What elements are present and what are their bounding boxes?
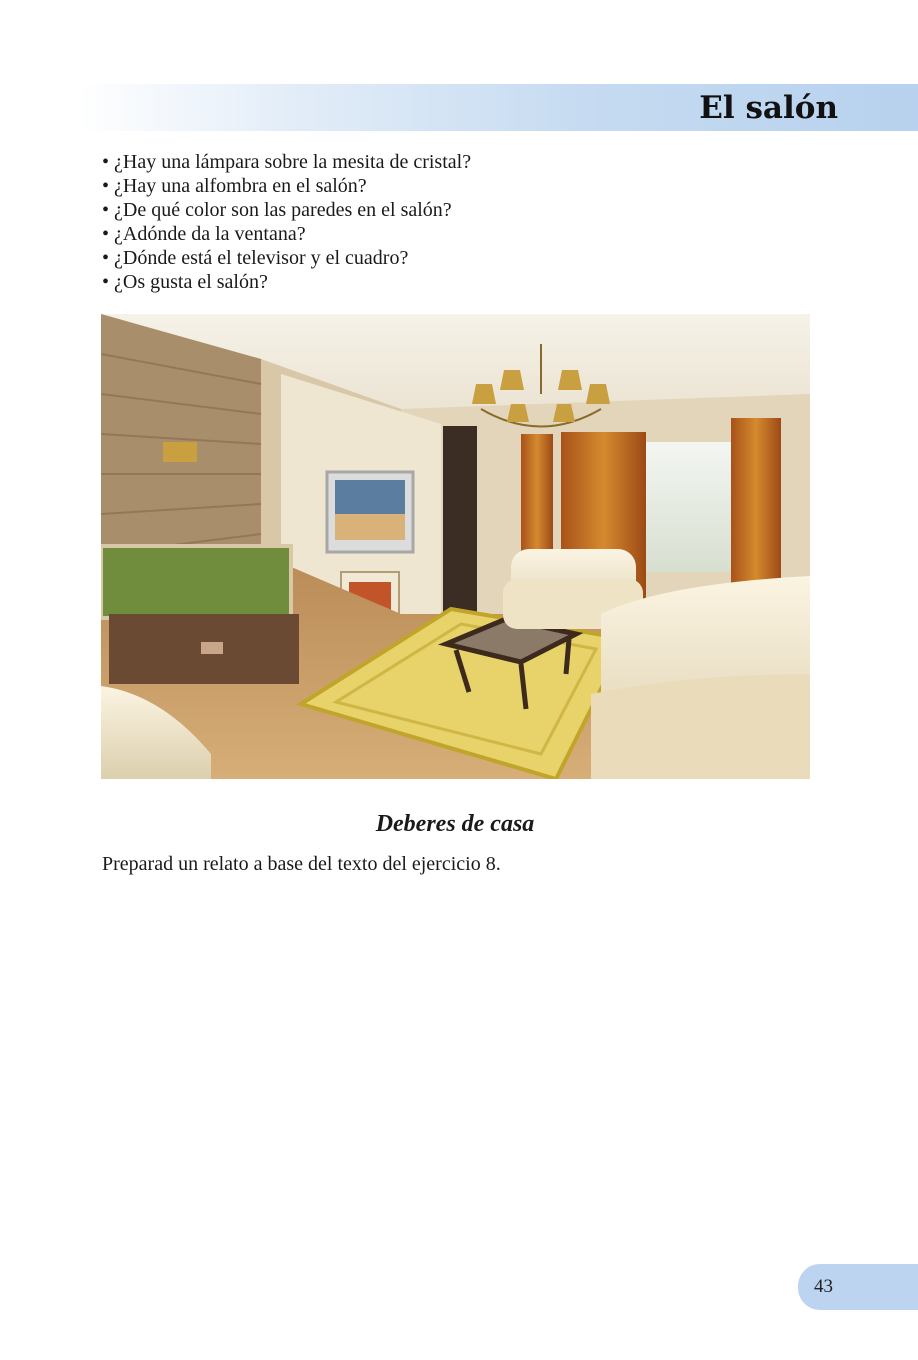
question-item: • ¿Os gusta el salón?	[102, 270, 822, 294]
living-room-photo	[101, 314, 810, 779]
question-item: • ¿De qué color son las paredes en el salón?	[102, 198, 822, 222]
homework-text: Preparad un relato a base del texto del ejercicio 8.	[102, 853, 501, 875]
question-item: • ¿Adónde da la ventana?	[102, 222, 822, 246]
page-number: 43	[814, 1276, 833, 1297]
question-list	[102, 150, 822, 294]
question-item: • ¿Hay una lámpara sobre la mesita de cristal?	[102, 150, 822, 174]
page-title: El salón	[699, 90, 838, 126]
section-title: Deberes de casa	[375, 811, 535, 837]
question-item: • ¿Hay una alfombra en el salón?	[102, 174, 822, 198]
question-item: • ¿Dónde está el televisor y el cuadro?	[102, 246, 822, 270]
